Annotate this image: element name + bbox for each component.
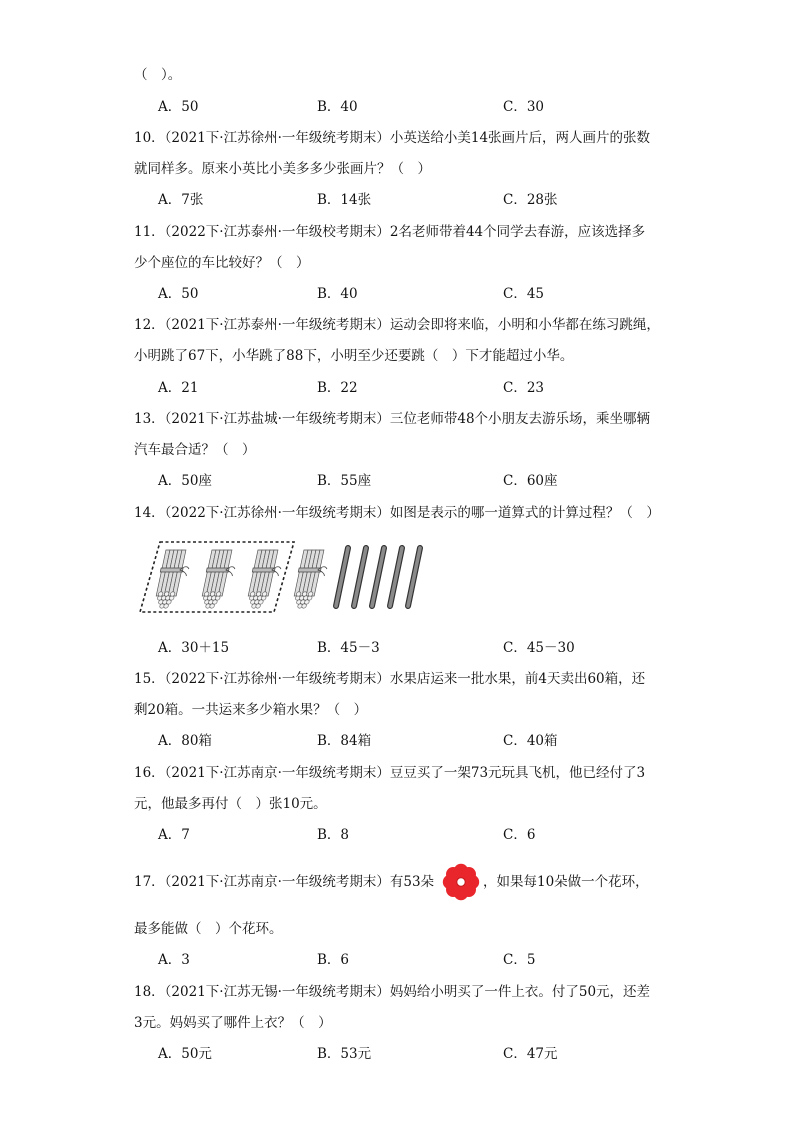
q15-option-b: B．84箱 — [317, 733, 372, 749]
stick-bundle — [245, 550, 285, 608]
q10-option-b: B．14张 — [317, 192, 372, 208]
q15-option-a: A．80箱 — [158, 733, 212, 749]
q13-line-2: 汽车最合适？（ ） — [134, 442, 256, 458]
q14-option-c: C．45－30 — [503, 640, 575, 656]
q9-option-b: B．40 — [317, 99, 358, 115]
q11-option-c: C．45 — [503, 286, 545, 302]
q16-option-c: C．6 — [503, 827, 536, 843]
q16-option-a: A．7 — [158, 827, 190, 843]
q16-option-b: B．8 — [317, 827, 350, 843]
q14-option-b: B．45－3 — [317, 640, 380, 656]
q9-option-c: C．30 — [503, 99, 545, 115]
stick-bundle — [153, 550, 193, 608]
q15-line-2: 剩20箱。一共运来多少箱水果？（ ） — [134, 702, 368, 718]
q17-line-2: 最多能做（ ）个花环。 — [134, 921, 283, 937]
q13-option-a: A．50座 — [158, 473, 212, 489]
q16-line-1: 16．（2021下·江苏南京·一年级统考期末）豆豆买了一架73元玩具飞机，他已经付了3 — [134, 765, 646, 781]
q11-line-2: 少个座位的车比较好？（ ） — [134, 255, 310, 271]
stick-bundles-figure — [138, 540, 428, 616]
q9-option-a: A．50 — [158, 99, 199, 115]
stick-bundle — [199, 550, 239, 608]
q18-line-2: 3元。妈妈买了哪件上衣？（ ） — [134, 1015, 332, 1031]
q18-option-a: A．50元 — [158, 1046, 212, 1062]
flower-icon — [441, 862, 481, 902]
q10-line-1: 10．（2021下·江苏徐州·一年级统考期末）小英送给小美14张画片后，两人画片的张数 — [134, 130, 651, 146]
q13-option-c: C．60座 — [503, 473, 558, 489]
q15-option-c: C．40箱 — [503, 733, 558, 749]
q10-line-2: 就同样多。原来小英比小美多多少张画片？（ ） — [134, 161, 431, 177]
q11-line-1: 11．（2022下·江苏泰州·一年级校考期末）2名老师带着44个同学去春游，应该选择多 — [134, 224, 646, 240]
q14-line-1: 14．（2022下·江苏徐州·一年级统考期末）如图是表示的哪一道算式的计算过程？（ ） — [134, 505, 660, 521]
q17-line-1b: ，如果每10朵做一个花环， — [483, 874, 649, 890]
stick-bundle — [291, 550, 331, 608]
q15-line-1: 15．（2022下·江苏徐州·一年级统考期末）水果店运来一批水果，前4天卖出60箱，还 — [134, 671, 646, 687]
q13-line-1: 13．（2021下·江苏盐城·一年级统考期末）三位老师带48个小朋友去游乐场，乘坐哪辆 — [134, 411, 651, 427]
q14-option-a: A．30＋15 — [158, 640, 230, 656]
q10-option-c: C．28张 — [503, 192, 558, 208]
q17-line-1a: 17．（2021下·江苏南京·一年级统考期末）有53朵 — [134, 874, 435, 890]
q12-option-b: B．22 — [317, 380, 358, 396]
q16-line-2: 元，他最多再付（ ）张10元。 — [134, 796, 327, 812]
q17-option-a: A．3 — [158, 952, 190, 968]
q12-option-a: A．21 — [158, 380, 199, 396]
q18-option-c: C．47元 — [503, 1046, 558, 1062]
q18-option-b: B．53元 — [317, 1046, 372, 1062]
q12-line-2: 小明跳了67下，小华跳了88下，小明至少还要跳（ ）下才能超过小华。 — [134, 348, 574, 364]
q9-tail: （ ）。 — [134, 67, 182, 83]
q17-option-c: C．5 — [503, 952, 536, 968]
q10-option-a: A．7张 — [158, 192, 204, 208]
q11-option-a: A．50 — [158, 286, 199, 302]
q13-option-b: B．55座 — [317, 473, 372, 489]
q12-line-1: 12．（2021下·江苏泰州·一年级统考期末）运动会即将来临，小明和小华都在练习跳绳， — [134, 317, 660, 333]
q12-option-c: C．23 — [503, 380, 545, 396]
q17-option-b: B．6 — [317, 952, 350, 968]
q18-line-1: 18．（2021下·江苏无锡·一年级统考期末）妈妈给小明买了一件上衣。付了50元，还差 — [134, 984, 651, 1000]
q11-option-b: B．40 — [317, 286, 358, 302]
